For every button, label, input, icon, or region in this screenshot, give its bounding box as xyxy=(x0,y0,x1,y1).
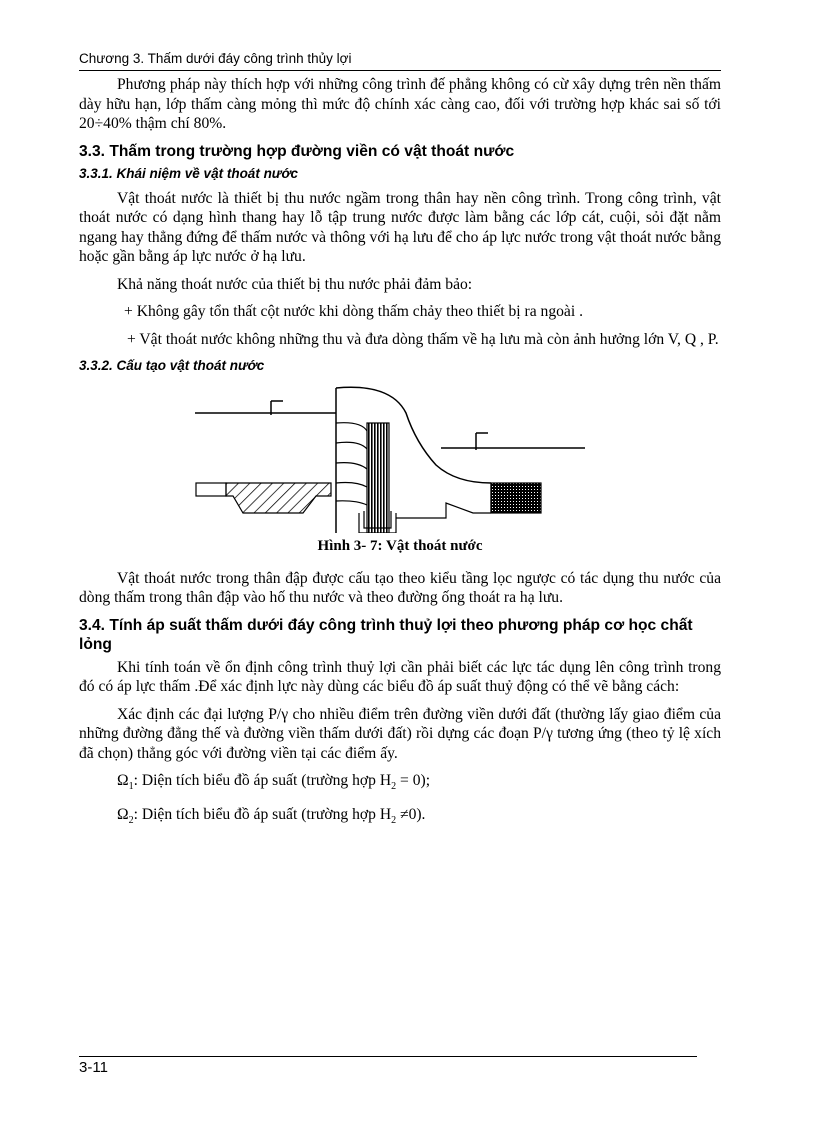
upstream-apron xyxy=(196,483,226,496)
paragraph: Khả năng thoát nước của thiết bị thu nước phải đảm bảo: xyxy=(117,275,473,293)
chapter-header: Chương 3. Thấm dưới đáy công trình thủy lợi xyxy=(79,50,721,71)
figure-caption: Hình 3- 7: Vật thoát nước xyxy=(317,538,483,554)
downstream-base xyxy=(396,503,491,518)
drainage-diagram xyxy=(191,383,591,533)
subsection-heading-3-3-1: 3.3.1. Khái niệm về vật thoát nước xyxy=(79,165,299,181)
subsection-heading-3-3-2: 3.3.2. Cấu tạo vật thoát nước xyxy=(79,358,265,373)
paragraph: Xác định các đại lượng P/γ cho nhiều điểm trên đường viền dưới đất (thường lấy giao điểm của những đường đẳng thế và đường viền thấm dưới đất) rồi dựng các đoạn P/γ tương ứng (theo tỷ lệ xích đã chọn) thẳng góc với đường viền tại các điểm ấy. xyxy=(79,705,721,762)
section-heading-3-3: 3.3. Thấm trong trường hợp đường viền có vật thoát nước xyxy=(79,142,515,160)
seepage-lines xyxy=(336,423,367,505)
section-heading-3-4: 3.4. Tính áp suất thấm dưới đáy công trình thuỷ lợi theo phương pháp cơ học chất lỏng xyxy=(79,616,693,653)
footer-rule xyxy=(79,1056,697,1057)
paragraph: Khi tính toán về ổn định công trình thuỷ lợi cần phải biết các lực tác dụng lên công trình trong đó có áp lực thấm .Để xác định lực này dùng các biểu đồ áp suất thuỷ động có thể vẽ bằng cách: xyxy=(79,658,721,695)
paragraph: Vật thoát nước là thiết bị thu nước ngầm trong thân hay nền công trình. Trong công trình, vật thoát nước có dạng hình thang hay lỗ tập trung nước được làm bằng các lớp cát, cuội, sỏi đặt nằm ngang hay thẳng đứng để thấm nước và thông với hạ lưu để cho áp lực nước trong vật thoát nước bằng hoặc gần bằng áp lực nước ở hạ lưu. xyxy=(79,189,721,265)
downstream-protection xyxy=(491,483,541,513)
figure-drainage xyxy=(79,383,721,533)
page-number: 3-11 xyxy=(79,1059,108,1076)
omega2-line: $\Omega_2$: Diện tích biểu đồ áp suất (trường hợp $H_2 \ne 0$). xyxy=(117,805,426,826)
paragraph: Vật thoát nước trong thân đập được cấu tạo theo kiểu tầng lọc ngược có tác dụng thu nước của dòng thấm trong thân đập vào hố thu nước và theo đường ống thoát ra hạ lưu. xyxy=(79,569,721,606)
bullet-item: + Không gây tổn thất cột nước khi dòng thấm chảy theo thiết bị ra ngoài . xyxy=(124,303,583,320)
page-content xyxy=(79,75,721,838)
vertical-drain xyxy=(367,423,389,533)
upstream-hatched-slab xyxy=(226,483,331,513)
paragraph: Phương pháp này thích hợp với những công trình đế phẳng không có cừ xây dựng trên nền thấm dày hữu hạn, lớp thấm càng mỏng thì mức độ chính xác càng cao, đối với trường hợp khác sai số tới 20÷40% thậm chí 80%. xyxy=(79,76,721,132)
bullet-item: + Vật thoát nước không những thu và đưa dòng thấm về hạ lưu mà còn ảnh hưởng lớn V, Q , P. xyxy=(127,330,719,348)
omega1-line: $\Omega_1$: Diện tích biểu đồ áp suất (trường hợp $H_2 = 0$); xyxy=(117,772,431,793)
